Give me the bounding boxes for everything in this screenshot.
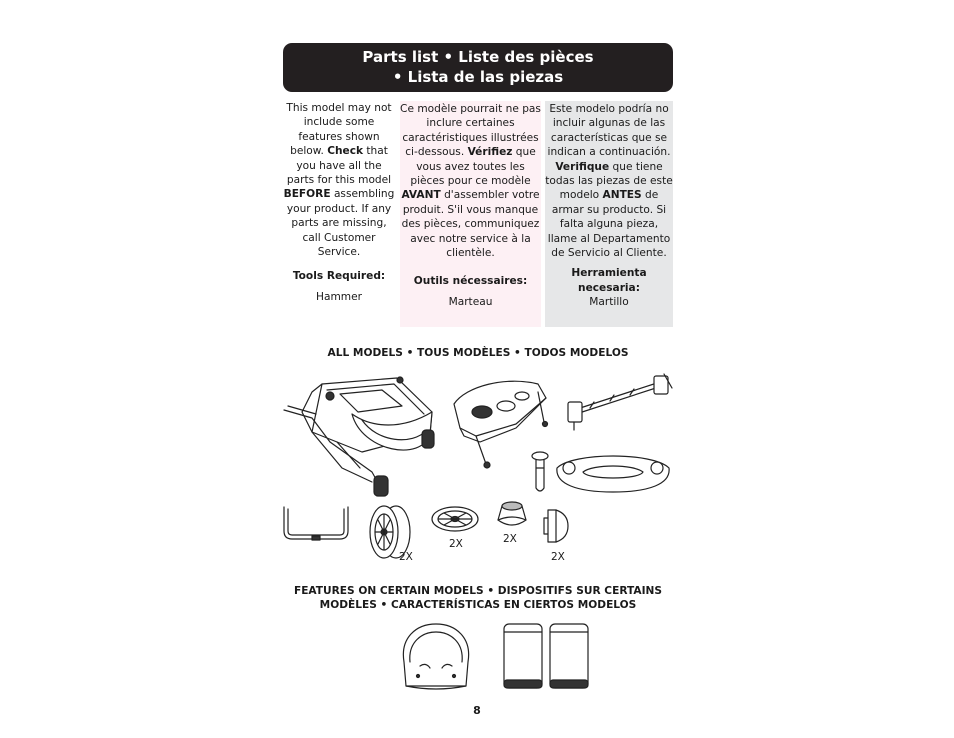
spanish-tools-value: Martillo (589, 296, 629, 309)
wheel-cap-illustration (494, 500, 530, 532)
french-body: Ce modèle pourrait ne pas inclure certaines caractéristiques illustrées ci-dessous. Vérifiez que vous avez toutes les pièces pour ce modèle AVANT d'assembler votre produit. S'il vous manque des pièces, communiquez avec notre service à la clientèle. (400, 103, 541, 260)
french-tools-heading: Outils nécessaires: (413, 275, 528, 288)
front-wheel-quantity: 2X (449, 538, 463, 550)
rear-axle-illustration (560, 372, 676, 432)
features-heading: FEATURES ON CERTAIN MODELS • DISPOSITIFS SUR CERTAINS MODÈLES • CARACTERÍSTICAS EN CIERTOS MODELOS (293, 585, 663, 611)
head-support-illustration (396, 622, 476, 692)
wheel-cap-quantity: 2X (503, 533, 517, 545)
spanish-instructions (545, 101, 673, 327)
spanish-tools-heading: Herramienta necesaria: (571, 267, 647, 294)
all-models-heading: ALL MODELS • TOUS MODÈLES • TODOS MODELOS (327, 347, 629, 359)
english-instructions (283, 101, 395, 327)
parts-list-title-banner (283, 43, 673, 92)
axle-pin-illustration (528, 448, 554, 494)
bumper-bar-illustration (280, 505, 352, 545)
french-tools-value: Marteau (448, 295, 493, 308)
title-line-1: Parts list • Liste des pièces (362, 48, 594, 66)
english-tools-value: Hammer (316, 290, 362, 303)
english-tools-heading: Tools Required: (292, 270, 386, 283)
spanish-body: Este modelo podría no incluir algunas de las características que se indican a continuación. Verifique que tiene todas las piezas de este modelo ANTES de armar su producto. Si falta alguna pieza, llame al Departamento de Servicio al Cliente. (545, 103, 673, 260)
seat-pads-illustration (502, 622, 590, 692)
english-body: This model may not include some features shown below. Check that you have all the parts for this model BEFORE assembling your product. If any parts are missing, call Customer Service. (283, 102, 395, 259)
french-instructions (400, 101, 541, 327)
rear-wheel-quantity: 2X (399, 551, 413, 563)
stroller-frame-illustration (282, 372, 442, 500)
title-line-2: • Lista de las piezas (392, 68, 564, 86)
axle-clip-illustration (542, 506, 570, 546)
front-wheel-illustration (430, 505, 480, 533)
axle-clip-quantity: 2X (551, 551, 565, 563)
child-tray-illustration (553, 450, 673, 496)
page-number: 8 (473, 704, 481, 717)
